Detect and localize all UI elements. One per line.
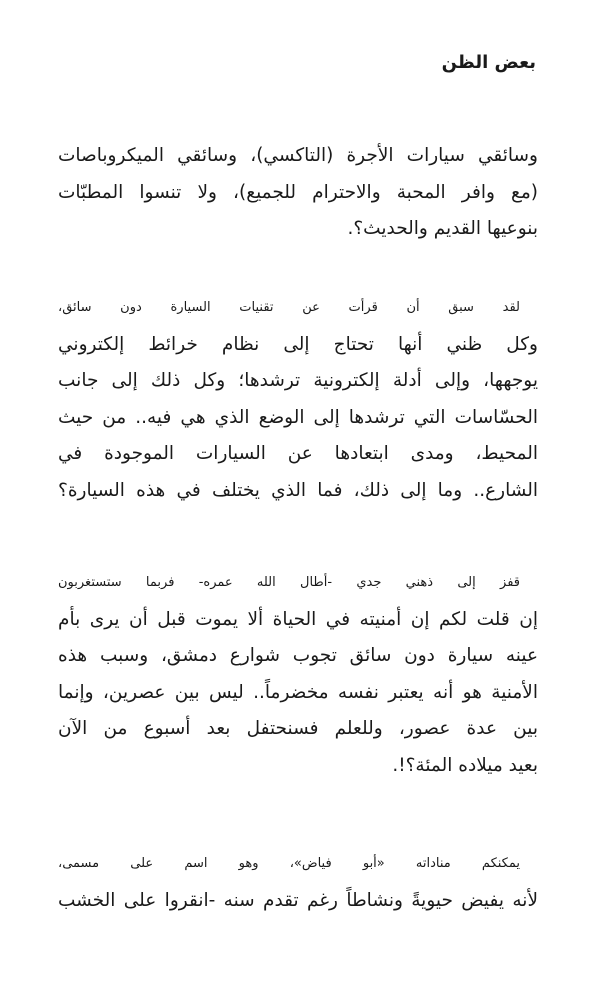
paragraph-line: إن قلت لكم إن أمنيته في الحياة ألا يموت قبل أن يرى بأم	[58, 608, 538, 630]
paragraph-line: الحسّاسات التي ترشدها إلى الوضع الذي هي فيه.. من حيث	[58, 406, 538, 428]
paragraph-line: بين عدة عصور، وللعلم فسنحتفل بعد أسبوع من الآن	[58, 718, 538, 739]
paragraph-line: وكل ظني أنها تحتاج إلى نظام خرائط إلكتروني	[58, 333, 538, 355]
paragraph-line: قفز إلى ذهني جدي -أطال الله عمره- فربما ستستغربون	[58, 575, 520, 590]
paragraph-1	[58, 138, 538, 248]
section-heading: بعض الظن	[441, 52, 536, 73]
paragraph-3	[58, 565, 538, 784]
paragraph-line: (مع وافر المحبة والاحترام للجميع)، ولا تنسوا المطبّات	[58, 181, 538, 203]
paragraph-line: الشارع.. وما إلى ذلك، فما الذي يختلف في هذه السيارة؟	[58, 479, 538, 501]
paragraph-line: عينه سيارة دون سائق تجوب شوارع دمشق، وسبب هذه	[58, 645, 538, 666]
paragraph-line: لقد سبق أن قرأت عن تقنيات السيارة دون سائق،	[58, 300, 520, 315]
paragraph-line: يوجهها، وإلى أدلة إلكترونية ترشدها؛ وكل ذلك إلى جانب	[58, 370, 538, 391]
paragraph-2	[58, 290, 538, 509]
paragraph-4	[58, 846, 538, 919]
paragraph-line: وسائقي سيارات الأجرة (التاكسي)، وسائقي الميكروباصات	[58, 145, 538, 166]
paragraph-line: بعيد ميلاده المئة؟!.	[392, 754, 538, 776]
paragraph-line: الأمنية هو أنه يعتبر نفسه مخضرماً.. ليس بين عصرين، وإنما	[58, 681, 538, 703]
paragraph-line: بنوعيها القديم والحديث؟.	[347, 218, 538, 239]
paragraph-line: يمكنكم مناداته «أبو فياض»، وهو اسم على مسمى،	[58, 856, 520, 871]
paragraph-line: المحيط، ومدى ابتعادها عن السيارات الموجودة في	[58, 443, 538, 464]
paragraph-line: لأنه يفيض حيويةً ونشاطاً رغم تقدم سنه -انقروا على الخشب	[58, 889, 538, 911]
